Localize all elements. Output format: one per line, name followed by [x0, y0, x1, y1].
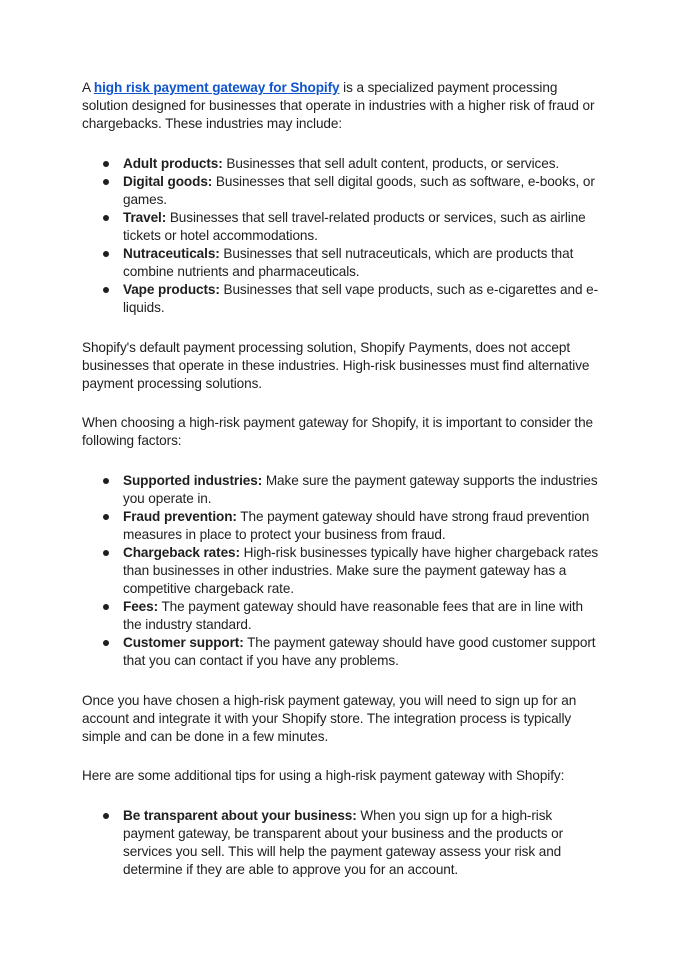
list-item-term: Adult products:	[123, 156, 223, 171]
list-item-desc: The payment gateway should have reasonable fees that are in line with the industry standard.	[123, 599, 584, 632]
bullet-icon	[103, 604, 109, 610]
factors-intro-paragraph: When choosing a high-risk payment gateway for Shopify, it is important to consider the following factors:	[82, 415, 593, 448]
signup-paragraph: Once you have chosen a high-risk payment gateway, you will need to sign up for an account and integrate it with your Shopify store. The integration process is typically simple and can be done in a few minutes.	[82, 693, 577, 744]
spacer	[82, 393, 602, 414]
list-item-term: Fees:	[123, 599, 159, 614]
spacer	[82, 746, 602, 767]
list-item-term: Travel:	[123, 210, 167, 225]
list-item-desc: Businesses that sell digital goods, such as software, e-books, or games.	[123, 174, 595, 207]
bullet-icon	[103, 640, 109, 646]
list-item-term: Chargeback rates:	[123, 545, 240, 560]
document-page	[82, 79, 602, 879]
list-item-vape-products	[82, 281, 602, 317]
list-item-nutraceuticals	[82, 245, 602, 281]
list-item-term: Customer support:	[123, 635, 244, 650]
list-item-fees	[82, 598, 602, 634]
list-item-desc: Businesses that sell travel-related products or services, such as airline tickets or hotel accommodations.	[123, 210, 586, 243]
spacer	[82, 317, 602, 339]
list-item-term: Nutraceuticals:	[123, 246, 220, 261]
bullet-icon	[103, 813, 109, 819]
bullet-icon	[103, 251, 109, 257]
list-item-term: Fraud prevention:	[123, 509, 237, 524]
shopify-payments-paragraph: Shopify's default payment processing solution, Shopify Payments, does not accept businesses that operate in these industries. High-risk businesses must find alternative payment processing solutions.	[82, 340, 590, 391]
intro-paragraph	[82, 79, 602, 133]
list-item-desc: Make sure the payment gateway supports the industries you operate in.	[123, 473, 598, 506]
bullet-icon	[103, 478, 109, 484]
intro-lead: A	[82, 80, 94, 95]
bullet-icon	[103, 287, 109, 293]
intro-rest: is a specialized payment processing solution designed for businesses that operate in industries with a higher risk of fraud or chargebacks. These industries may include:	[82, 80, 595, 131]
list-item-desc: Businesses that sell adult content, products, or services.	[222, 156, 560, 171]
spacer	[82, 133, 602, 155]
list-item-term: Vape products:	[123, 282, 220, 297]
list-item-term: Be transparent about your business:	[123, 808, 357, 823]
list-item-fraud-prevention	[82, 508, 602, 544]
list-item-desc: The payment gateway should have good customer support that you can contact if you have any problems.	[123, 635, 596, 668]
list-item-desc: High-risk businesses typically have higher chargeback rates than businesses in other industries. Make sure the payment gateway has a competitive chargeback rate.	[123, 545, 599, 596]
industries-list	[82, 155, 602, 317]
list-item-desc: The payment gateway should have strong fraud prevention measures in place to protect your business from fraud.	[123, 509, 590, 542]
factors-list	[82, 472, 602, 670]
bullet-icon	[103, 550, 109, 556]
list-item-desc: Businesses that sell nutraceuticals, which are products that combine nutrients and pharmaceuticals.	[123, 246, 574, 279]
list-item-term: Supported industries:	[123, 473, 263, 488]
list-item-supported-industries	[82, 472, 602, 508]
list-item-adult-products	[82, 155, 602, 173]
list-item-desc: When you sign up for a high-risk payment gateway, be transparent about your business and the products or services you sell. This will help the payment gateway assess your risk and determine if they are able to approve you for an account.	[123, 808, 564, 877]
list-item-desc: Businesses that sell vape products, such as e-cigarettes and e-liquids.	[123, 282, 599, 315]
spacer	[82, 670, 602, 692]
tips-list	[82, 807, 602, 879]
tips-intro-paragraph: Here are some additional tips for using a high-risk payment gateway with Shopify:	[82, 768, 565, 783]
shopify-gateway-link[interactable]: high risk payment gateway for Shopify	[93, 80, 340, 95]
list-item-term: Digital goods:	[123, 174, 213, 189]
list-item-chargeback-rates	[82, 544, 602, 598]
bullet-icon	[103, 215, 109, 221]
bullet-icon	[103, 179, 109, 185]
list-item-customer-support	[82, 634, 602, 670]
bullet-icon	[103, 161, 109, 167]
list-item-be-transparent	[82, 807, 602, 879]
bullet-icon	[103, 514, 109, 520]
list-item-digital-goods	[82, 173, 602, 209]
list-item-travel	[82, 209, 602, 245]
spacer	[82, 785, 602, 807]
spacer	[82, 450, 602, 472]
